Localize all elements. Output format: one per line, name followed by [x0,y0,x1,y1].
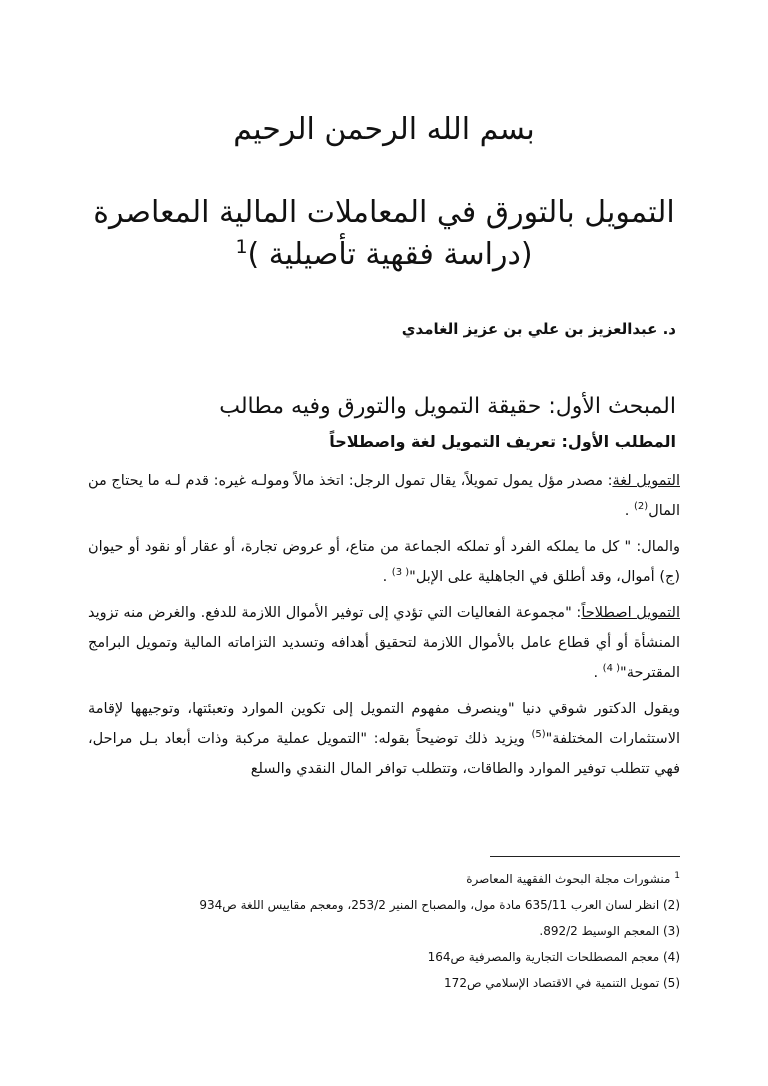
paragraph-end: . [593,665,603,681]
subsection-heading: المطلب الأول: تعريف التمويل لغة واصطلاحاً [329,432,676,451]
footnote-number: (5) [662,976,680,990]
footnote-number: 1 [674,871,680,881]
defined-term: التمويل لغة [612,473,680,489]
section-heading: المبحث الأول: حقيقة التمويل والتورق وفيه مطالب [219,394,676,419]
paragraph-end: . [382,569,392,585]
footnote-text: المعجم الوسيط 892/2. [539,924,663,938]
title-line-2 [60,234,708,276]
footnote-ref: ( 4) [602,663,621,675]
author-name: د. عبدالعزيز بن علي بن عزيز الغامدي [401,320,676,338]
basmala: بسم الله الرحمن الرحيم [233,112,535,147]
footnote-number: (4) [662,950,680,964]
paragraph-end: . [624,503,635,519]
footnote-text: منشورات مجلة البحوث الفقهية المعاصرة [466,872,675,886]
defined-term: التمويل اصطلاحاً [581,605,680,621]
footnote-ref: (2) [634,501,649,513]
footnote-number: (3) [662,924,680,938]
footnote-item [88,970,680,996]
paragraph-text: والمال: " كل ما يملكه الفرد أو تملكه الجماعة من متاع، أو عروض تجارة، أو عقار أو نقود أو حيوان (ج) أموال، وقد أطلق في الجاهلية على الإبل" [88,539,680,585]
footnote-item [88,944,680,970]
paragraph [88,598,680,688]
body-text [88,466,680,790]
paragraph [88,466,680,526]
title-line-1: التمويل بالتورق في المعاملات المالية المعاصرة [93,195,675,230]
footnote-ref: (5) [531,729,546,741]
title-footnote-ref: 1 [235,236,248,258]
footnotes [88,866,680,996]
paragraph-text: ويقول الدكتور شوقي دنيا "وينصرف مفهوم التمويل إلى تكوين الموارد وتعبئتها، وتوجيهها لإقامة الاستثمارات المختلفة" [88,701,680,747]
paragraph [88,694,680,784]
footnote-text: معجم المصطلحات التجارية والمصرفية ص164 [427,950,663,964]
footnote-item [88,892,680,918]
paragraph [88,532,680,592]
paragraph-text: : مصدر مؤل يمول تمويلاً، يقال تمول الرجل: اتخذ مالاً ومولـه غيره: قدم لـه ما يحتاج من المال [88,473,680,519]
title-line-2-text: (دراسة فقهية تأصيلية ) [247,237,533,272]
footnote-item [88,866,680,892]
footnote-number: (2) [662,898,680,912]
footnote-text: تمويل التنمية في الاقتصاد الإسلامي ص172 [444,976,663,990]
footnote-separator [490,856,680,857]
paragraph-text: : "مجموعة الفعاليات التي تؤدي إلى توفير الأموال اللازمة للدفع. والغرض منه تزويد المنشأة أو أي قطاع عامل بالأموال اللازمة لتحقيق أهدافه وتسديد التزاماته المالية وتمويل البرامج المقترحة" [88,605,680,681]
footnote-text: انظر لسان العرب 635/11 مادة مول، والمصباح المنير 253/2، ومعجم مقاييس اللغة ص934 [199,898,663,912]
footnote-ref: ( 3) [391,567,410,579]
paragraph-text: ويزيد ذلك توضيحاً بقوله: "التمويل عملية مركبة وذات أبعاد بـل مراحل، فهي تتطلب توفير الموارد والطاقات، وتتطلب توافر المال النقدي والسلع [88,731,680,777]
footnote-item [88,918,680,944]
paper-title [60,192,708,276]
